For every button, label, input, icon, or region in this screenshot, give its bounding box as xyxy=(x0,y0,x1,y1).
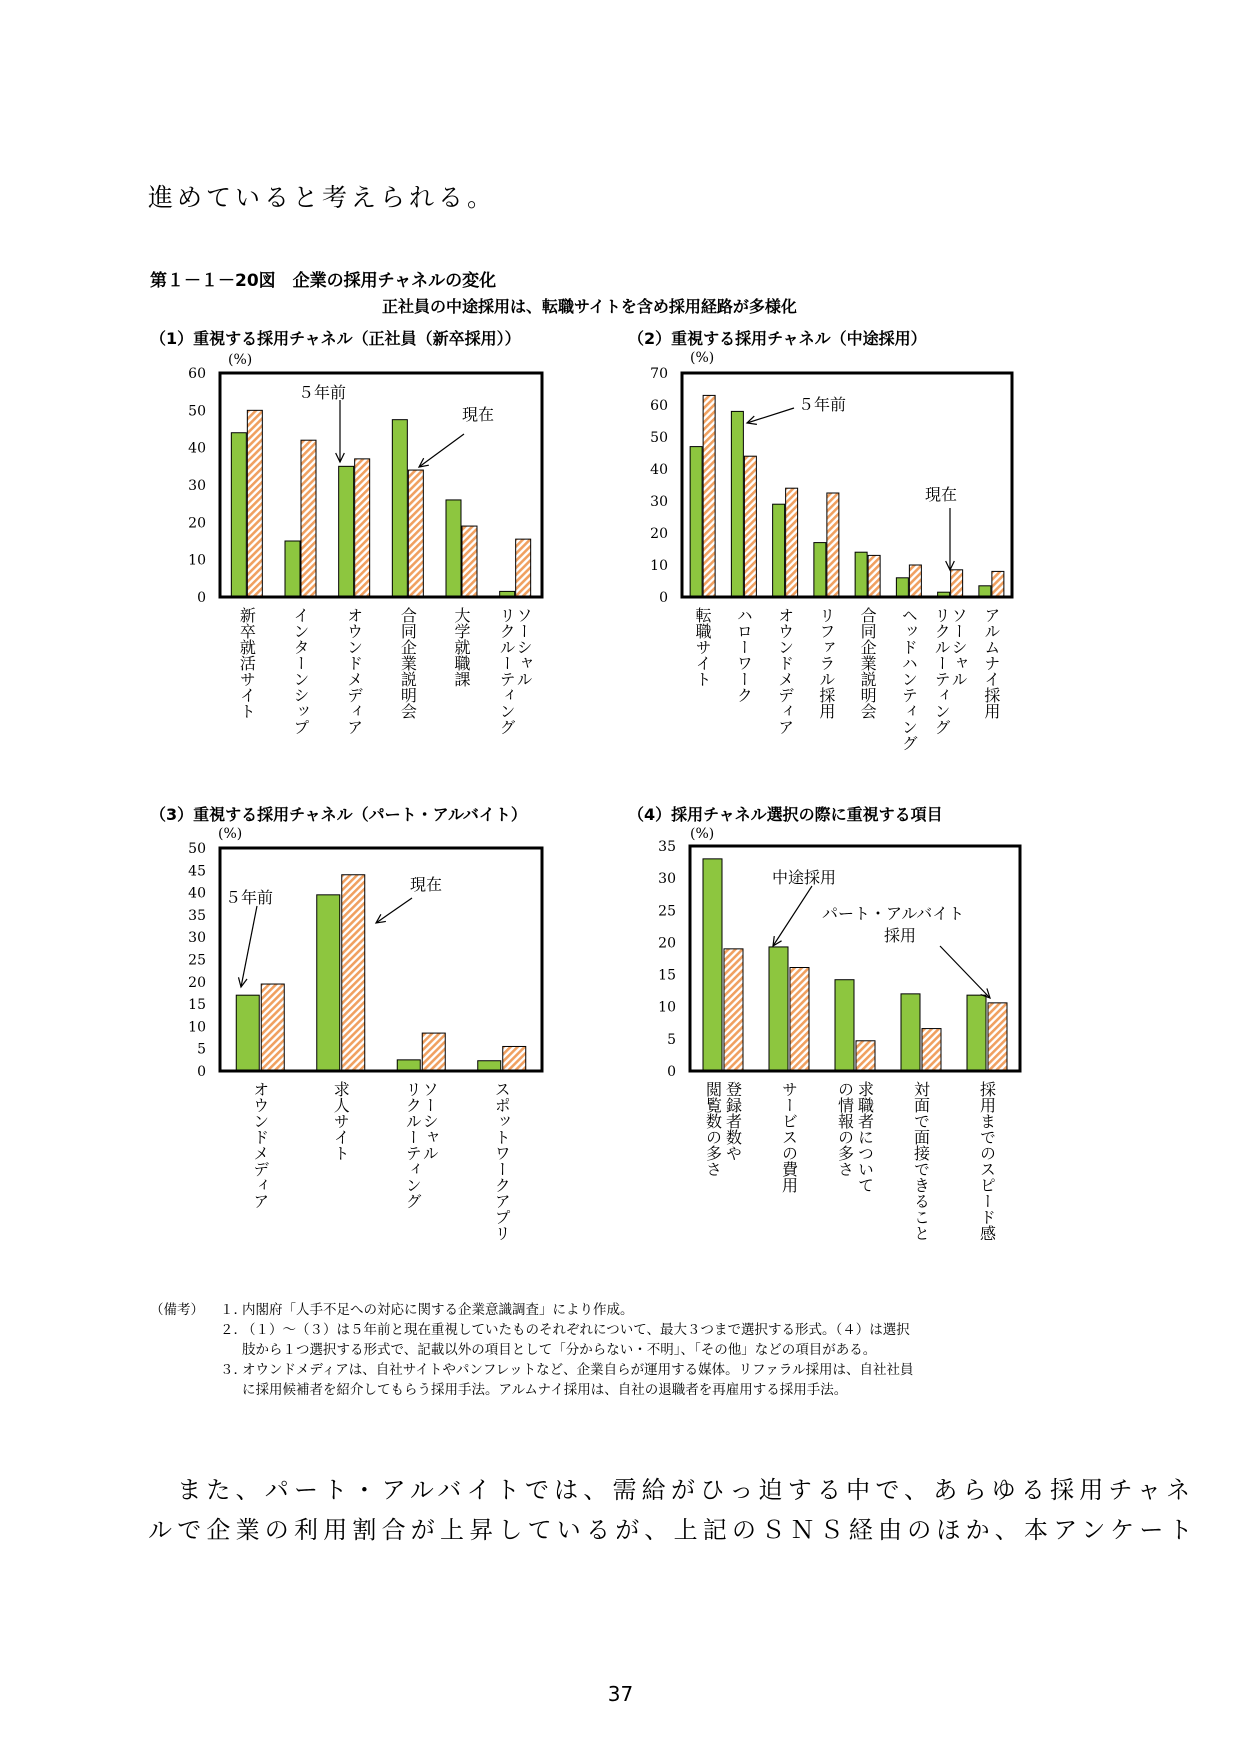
x-category-label: 転職サイト xyxy=(693,607,713,687)
x-category-label: スポットワークアプリ xyxy=(492,1081,512,1241)
y-tick-label: 10 xyxy=(188,1019,206,1036)
bar-series-2 xyxy=(856,1041,875,1071)
y-tick-label: 20 xyxy=(658,935,676,952)
page-number: 37 xyxy=(607,1682,634,1706)
y-axis-unit-label: (%) xyxy=(690,826,715,842)
notes xyxy=(150,1300,914,1400)
bar-series-1 xyxy=(967,995,986,1071)
note-2-number: ２． xyxy=(220,1322,247,1338)
y-tick-label: 50 xyxy=(650,430,668,446)
panel-4-title: （4）採用チャネル選択の際に重視する項目 xyxy=(628,805,943,824)
y-tick-label: 30 xyxy=(188,478,206,494)
y-tick-label: 5 xyxy=(197,1041,206,1058)
y-tick-label: 30 xyxy=(188,930,206,947)
y-tick-label: 30 xyxy=(658,871,676,888)
note-1-number: １． xyxy=(220,1302,247,1318)
x-category-label: ソーシャル xyxy=(514,607,534,687)
y-tick-label: 20 xyxy=(188,974,206,991)
x-category-label: 登録者数や xyxy=(723,1081,743,1161)
x-category-label: ソーシャル xyxy=(949,607,969,687)
lead-text: 進めていると考えられる。 xyxy=(148,183,497,212)
y-tick-label: 50 xyxy=(188,841,206,857)
body-text-line-1: また、パート・アルバイトでは、需給がひっ迫する中で、あらゆる採用チャネ xyxy=(148,1476,1196,1504)
x-category-label: の情報の多さ xyxy=(835,1081,855,1177)
y-tick-label: 40 xyxy=(650,462,668,478)
note-2-text-line-2: 肢から１つ選択する形式で、記載以外の項目として「分からない・不明」、「その他」などの項目がある。 xyxy=(242,1342,877,1358)
x-category-label: 求人サイト xyxy=(331,1081,351,1161)
x-category-label: 新卒就活サイト xyxy=(237,607,257,719)
x-category-label: 合同企業説明会 xyxy=(398,607,418,719)
y-tick-label: 35 xyxy=(188,907,206,924)
x-category-label: 採用までのスピード感 xyxy=(977,1081,997,1241)
y-tick-label: 25 xyxy=(658,903,676,920)
y-tick-label: 5 xyxy=(667,1031,676,1048)
x-category-label: 合同企業説明会 xyxy=(858,607,878,719)
y-tick-label: 0 xyxy=(197,590,206,606)
x-category-label: インターンシップ xyxy=(291,607,310,735)
x-category-label: リファラル採用 xyxy=(816,607,836,719)
y-tick-label: 10 xyxy=(650,558,668,574)
annotation-label: ５年前 xyxy=(225,888,274,907)
x-category-label: 閲覧数の多さ xyxy=(703,1081,723,1177)
annotation-label: 中途採用 xyxy=(772,868,837,887)
figure-subtitle: 正社員の中途採用は、転職サイトを含め採用経路が多様化 xyxy=(382,297,797,316)
x-category-label: 求職者について xyxy=(855,1081,875,1193)
y-tick-label: 40 xyxy=(188,885,206,902)
note-1-text: 内閣府「人手不足への対応に関する企業意識調査」により作成。 xyxy=(242,1302,634,1318)
y-tick-label: 70 xyxy=(650,366,668,382)
y-tick-label: 25 xyxy=(188,952,206,969)
x-category-label: オウンドメディア xyxy=(250,1081,270,1209)
bar-series-1 xyxy=(835,980,854,1071)
note-2-text-line-1: （１）～（３）は５年前と現在重視していたものそれぞれについて、最大３つまで選択する形式。（４）は選択 xyxy=(242,1322,910,1338)
annotation-label: ５年前 xyxy=(798,395,847,414)
note-3-text-line-1: オウンドメディアは、自社サイトやパンフレットなど、企業自らが運用する媒体。リファラル採用は、自社社員 xyxy=(242,1362,914,1378)
bar-series-1 xyxy=(769,947,788,1071)
y-tick-label: 0 xyxy=(659,590,668,606)
y-tick-label: 60 xyxy=(188,366,206,382)
y-axis-unit-label: (%) xyxy=(218,826,243,842)
annotation-arrow xyxy=(773,886,812,946)
y-tick-label: 60 xyxy=(650,398,668,414)
chart-4-group xyxy=(658,826,1020,1241)
annotation-label: 現在 xyxy=(925,485,958,504)
x-category-label: アルムナイ採用 xyxy=(981,607,1001,719)
y-tick-label: 20 xyxy=(650,526,668,542)
y-tick-label: 20 xyxy=(188,515,206,532)
panel-3-title: （3）重視する採用チャネル（パート・アルバイト） xyxy=(150,805,527,824)
annotation-label: 採用 xyxy=(884,926,917,945)
annotation-arrow xyxy=(940,946,990,998)
annotation-label: ５年前 xyxy=(298,383,347,402)
annotation-label: 現在 xyxy=(462,405,495,424)
y-tick-label: 0 xyxy=(667,1064,676,1080)
y-tick-label: 15 xyxy=(658,967,676,984)
x-category-label: 大学就職課 xyxy=(452,607,471,687)
notes-label: （備考） xyxy=(150,1302,204,1318)
x-category-label: ハローワーク xyxy=(734,607,754,703)
bar-series-2 xyxy=(790,968,809,1072)
x-category-label: ヘッドハンティング xyxy=(899,607,919,751)
y-axis-unit-label: (%) xyxy=(690,350,715,366)
y-tick-label: 40 xyxy=(188,440,206,457)
y-tick-label: 35 xyxy=(658,839,676,855)
y-tick-label: 50 xyxy=(188,403,206,420)
bar-series-1 xyxy=(703,859,722,1071)
figure-title: 第１－１－20図 企業の採用チャネルの変化 xyxy=(150,271,497,291)
x-category-label: 対面で面接できること xyxy=(911,1081,931,1241)
panel-2-title: （2）重視する採用チャネル（中途採用） xyxy=(628,329,927,348)
y-tick-label: 30 xyxy=(650,494,668,510)
x-category-label: リクルーティング xyxy=(497,607,517,735)
y-tick-label: 0 xyxy=(197,1064,206,1080)
bar-series-1 xyxy=(901,994,920,1071)
y-tick-label: 10 xyxy=(188,552,206,569)
x-category-label: ソーシャル xyxy=(420,1081,440,1161)
bar-series-2 xyxy=(988,1003,1007,1071)
y-tick-label: 45 xyxy=(188,863,206,880)
x-category-label: サービスの費用 xyxy=(779,1081,799,1193)
x-category-label: オウンドメディア xyxy=(344,607,364,735)
body-text-line-2: ルで企業の利用割合が上昇しているが、上記のＳＮＳ経由のほか、本アンケート xyxy=(148,1516,1198,1544)
y-axis-unit-label: (%) xyxy=(228,352,253,368)
y-tick-label: 10 xyxy=(658,999,676,1016)
x-category-label: オウンドメディア xyxy=(775,607,795,735)
panel-1-title: （1）重視する採用チャネル（正社員（新卒採用）） xyxy=(150,329,521,348)
y-tick-label: 15 xyxy=(188,997,206,1014)
annotation-label: 現在 xyxy=(410,875,443,894)
bar-series-2 xyxy=(724,949,743,1071)
x-category-label: リクルーティング xyxy=(932,607,952,735)
x-category-label: リクルーティング xyxy=(403,1081,423,1209)
annotation-label: パート・アルバイト xyxy=(822,904,965,923)
note-3-text-line-2: に採用候補者を紹介してもらう採用手法。アルムナイ採用は、自社の退職者を再雇用する採用手法。 xyxy=(242,1382,848,1398)
note-3-number: ３． xyxy=(220,1362,247,1378)
bar-series-2 xyxy=(922,1029,941,1071)
